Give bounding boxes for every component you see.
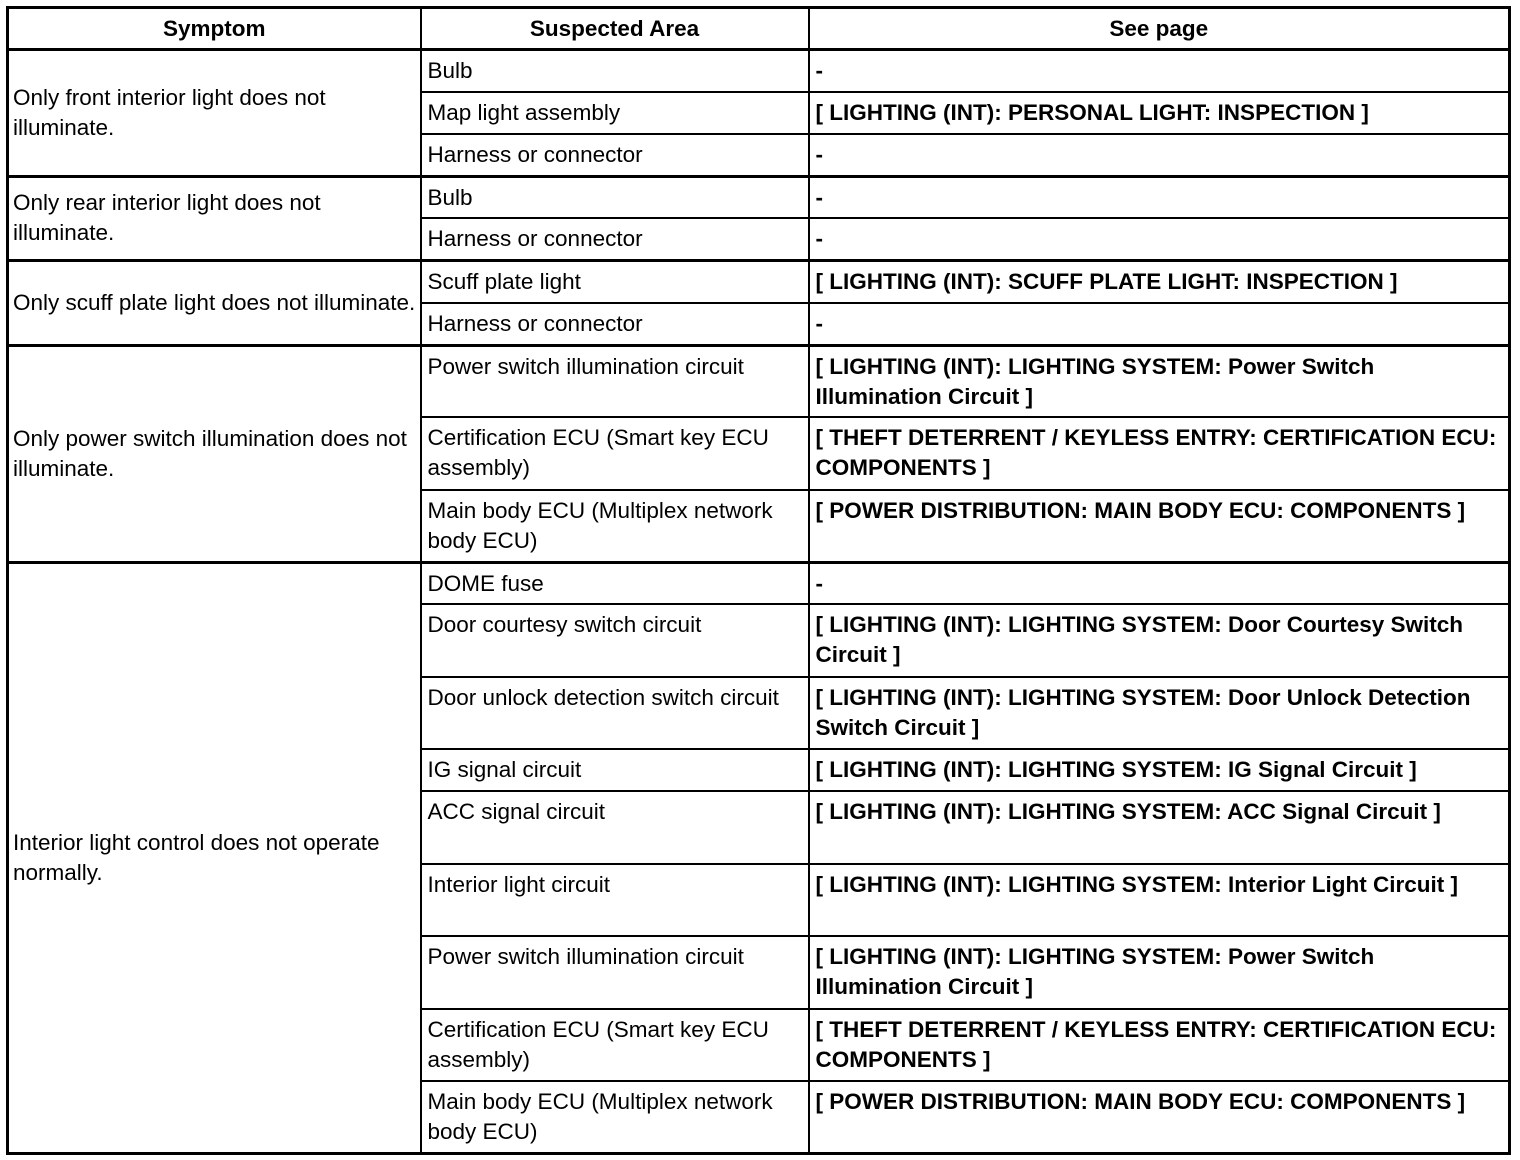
symptom-cell: Only rear interior light does not illuminate. <box>8 176 421 260</box>
see-page-link[interactable]: [ THEFT DETERRENT / KEYLESS ENTRY: CERTIFICATION ECU: COMPONENTS ] <box>809 417 1510 489</box>
header-symptom: Symptom <box>8 8 421 50</box>
suspected-area-cell: Bulb <box>421 176 809 218</box>
suspected-area-cell: Harness or connector <box>421 134 809 176</box>
table-row <box>8 176 1510 218</box>
table-row <box>8 50 1510 92</box>
suspected-area-cell: Certification ECU (Smart key ECU assembly) <box>421 417 809 489</box>
see-page-cell: - <box>809 562 1510 604</box>
see-page-link[interactable]: [ LIGHTING (INT): LIGHTING SYSTEM: Door Courtesy Switch Circuit ] <box>809 604 1510 676</box>
suspected-area-cell: Door unlock detection switch circuit <box>421 677 809 749</box>
suspected-area-cell: IG signal circuit <box>421 749 809 791</box>
see-page-link[interactable]: [ LIGHTING (INT): LIGHTING SYSTEM: IG Signal Circuit ] <box>809 749 1510 791</box>
suspected-area-cell: ACC signal circuit <box>421 791 809 863</box>
suspected-area-cell: Power switch illumination circuit <box>421 936 809 1008</box>
suspected-area-cell: Main body ECU (Multiplex network body ECU) <box>421 490 809 562</box>
see-page-link[interactable]: [ THEFT DETERRENT / KEYLESS ENTRY: CERTIFICATION ECU: COMPONENTS ] <box>809 1009 1510 1081</box>
suspected-area-cell: Certification ECU (Smart key ECU assembly) <box>421 1009 809 1081</box>
see-page-cell: - <box>809 134 1510 176</box>
suspected-area-cell: Harness or connector <box>421 218 809 260</box>
see-page-cell: - <box>809 303 1510 345</box>
symptom-cell: Only power switch illumination does not illuminate. <box>8 345 421 562</box>
see-page-link[interactable]: [ LIGHTING (INT): PERSONAL LIGHT: INSPECTION ] <box>809 92 1510 134</box>
symptom-cell: Only scuff plate light does not illuminate. <box>8 261 421 345</box>
symptom-cell: Interior light control does not operate normally. <box>8 562 421 1153</box>
suspected-area-cell: Interior light circuit <box>421 864 809 936</box>
see-page-link[interactable]: [ POWER DISTRIBUTION: MAIN BODY ECU: COMPONENTS ] <box>809 1081 1510 1154</box>
see-page-link[interactable]: [ LIGHTING (INT): LIGHTING SYSTEM: Door Unlock Detection Switch Circuit ] <box>809 677 1510 749</box>
see-page-link[interactable]: [ LIGHTING (INT): LIGHTING SYSTEM: Power Switch Illumination Circuit ] <box>809 936 1510 1008</box>
table-row <box>8 345 1510 417</box>
symptom-cell: Only front interior light does not illuminate. <box>8 50 421 177</box>
table-row <box>8 562 1510 604</box>
troubleshooting-table <box>6 6 1511 1155</box>
see-page-link[interactable]: [ LIGHTING (INT): SCUFF PLATE LIGHT: INSPECTION ] <box>809 261 1510 303</box>
see-page-cell: - <box>809 50 1510 92</box>
table-row <box>8 261 1510 303</box>
header-row <box>8 8 1510 50</box>
header-see-page: See page <box>809 8 1510 50</box>
suspected-area-cell: Map light assembly <box>421 92 809 134</box>
suspected-area-cell: Scuff plate light <box>421 261 809 303</box>
see-page-cell: - <box>809 218 1510 260</box>
suspected-area-cell: DOME fuse <box>421 562 809 604</box>
see-page-link[interactable]: [ LIGHTING (INT): LIGHTING SYSTEM: ACC Signal Circuit ] <box>809 791 1510 863</box>
suspected-area-cell: Main body ECU (Multiplex network body ECU) <box>421 1081 809 1154</box>
suspected-area-cell: Bulb <box>421 50 809 92</box>
see-page-link[interactable]: [ LIGHTING (INT): LIGHTING SYSTEM: Power Switch Illumination Circuit ] <box>809 345 1510 417</box>
header-suspected-area: Suspected Area <box>421 8 809 50</box>
suspected-area-cell: Power switch illumination circuit <box>421 345 809 417</box>
suspected-area-cell: Door courtesy switch circuit <box>421 604 809 676</box>
see-page-cell: - <box>809 176 1510 218</box>
see-page-link[interactable]: [ POWER DISTRIBUTION: MAIN BODY ECU: COMPONENTS ] <box>809 490 1510 562</box>
see-page-link[interactable]: [ LIGHTING (INT): LIGHTING SYSTEM: Interior Light Circuit ] <box>809 864 1510 936</box>
suspected-area-cell: Harness or connector <box>421 303 809 345</box>
